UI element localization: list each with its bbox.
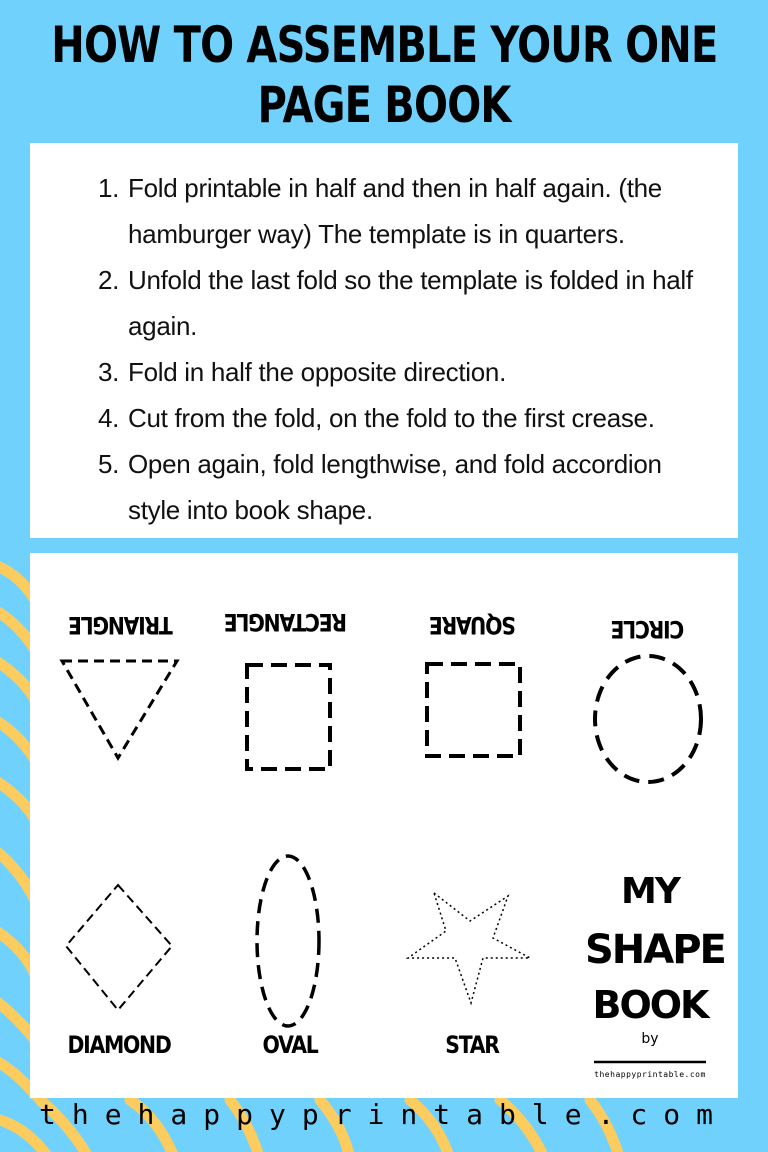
page-title-line-2-text: PAGE BOOK: [257, 76, 511, 134]
label-oval: OVAL: [262, 1031, 318, 1059]
label-diamond: DIAMOND: [67, 1031, 171, 1059]
star-shape: [408, 893, 530, 1003]
square-shape: [427, 664, 520, 756]
label-star: STAR: [445, 1031, 499, 1059]
cover-title-my: MY: [621, 871, 679, 912]
instruction-step: 3. Fold in half the opposite direction.: [126, 349, 708, 395]
page-title-line-1: [0, 16, 768, 74]
footer-website: thehappyprintable.com: [38, 1098, 729, 1131]
cover-by: by: [641, 1031, 659, 1047]
cover-site: thehappyprintable.com: [594, 1070, 706, 1079]
instructions-list: [30, 143, 738, 533]
label-triangle: TRIANGLE: [69, 611, 173, 639]
shape-book-template: [30, 553, 738, 1098]
instructions-panel: [30, 143, 738, 538]
instruction-step: 4. Cut from the fold, on the fold to the first crease.: [126, 395, 708, 441]
instruction-step: 1. Fold printable in half and then in half again. (the hamburger way) The template is in quarters.: [126, 165, 708, 257]
cover-title-book: BOOK: [592, 983, 708, 1027]
instruction-step: 2. Unfold the last fold so the template is folded in half again.: [126, 257, 708, 349]
page-title-line-1-text: HOW TO ASSEMBLE YOUR ONE: [50, 16, 718, 74]
rectangle-shape: [247, 665, 330, 769]
label-circle: CIRCLE: [611, 615, 685, 643]
label-square: SQUARE: [430, 611, 516, 639]
page-title-line-2: [0, 76, 768, 134]
label-rectangle: RECTANGLE: [224, 608, 348, 636]
diamond-shape: [66, 885, 172, 1010]
instruction-step: 5. Open again, fold lengthwise, and fold accordion style into book shape.: [126, 441, 708, 533]
triangle-shape: [62, 661, 177, 758]
cover-title-shape: SHAPE: [585, 927, 725, 973]
circle-shape: [595, 656, 701, 782]
oval-shape: [257, 856, 319, 1026]
